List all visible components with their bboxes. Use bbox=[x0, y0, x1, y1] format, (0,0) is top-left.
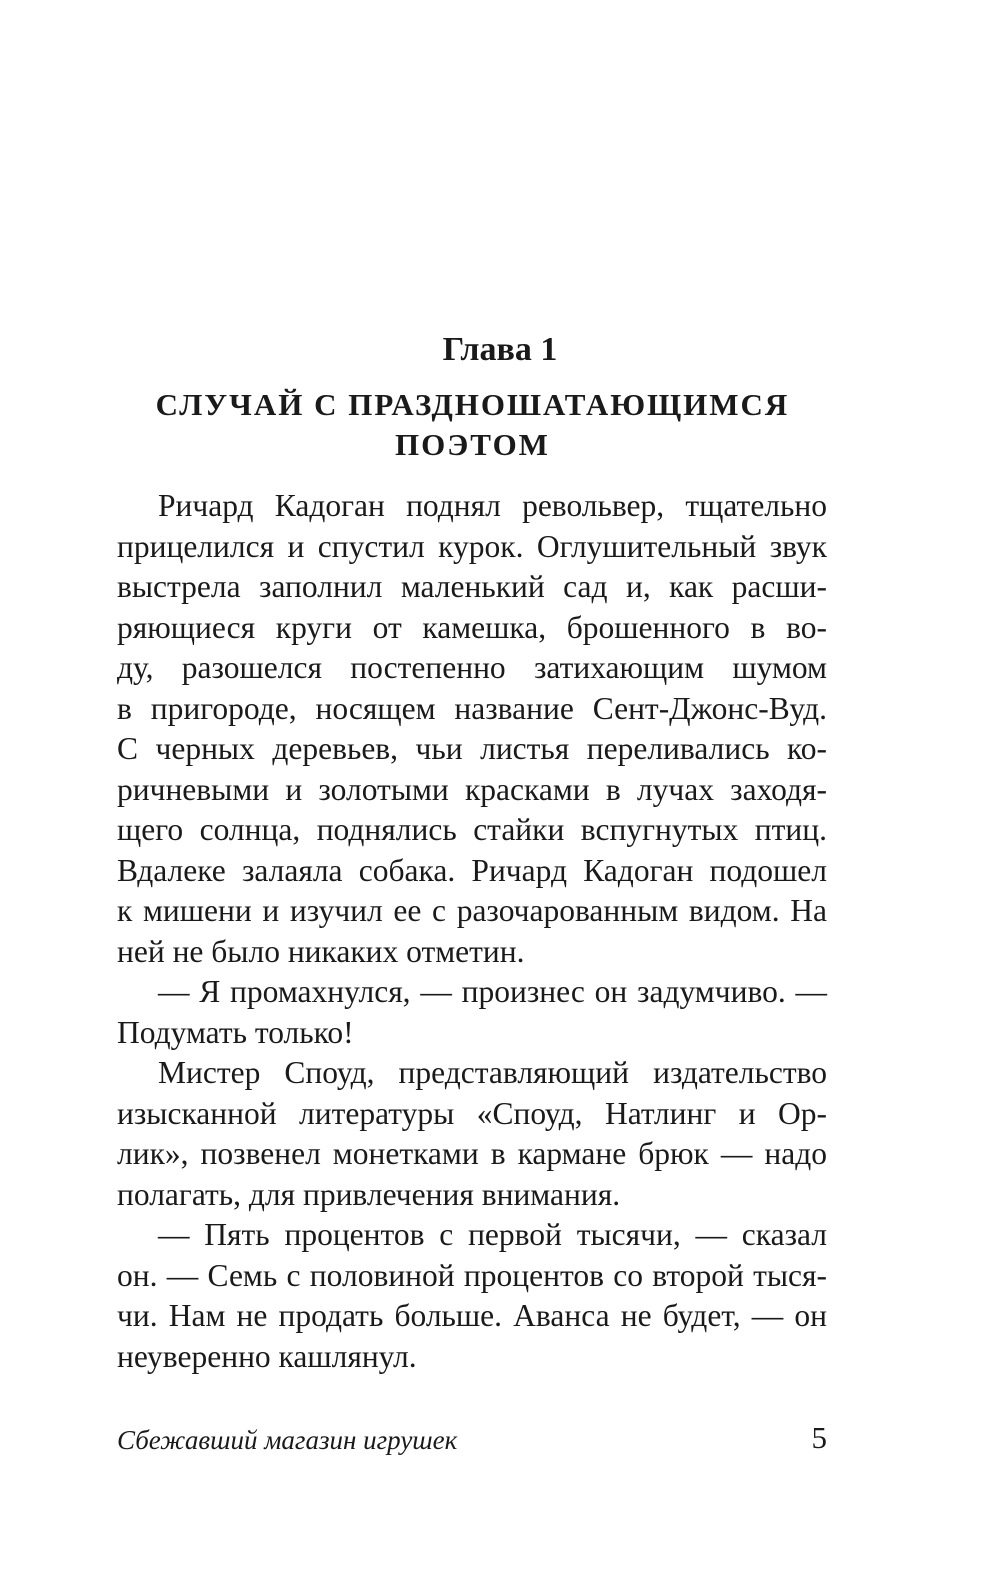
text-line: в пригороде, носящем название Сент-Джонс-Вуд. bbox=[117, 690, 827, 726]
text-line: — Пять процентов с первой тысячи, — сказал bbox=[158, 1217, 827, 1252]
text-line: — Я промахнулся, — произнес он задумчиво. — bbox=[158, 974, 827, 1009]
text-line: чи. Нам не продать больше. Аванса не будет, — он bbox=[117, 1298, 827, 1333]
text-line: полагать, для привлечения внимания. bbox=[117, 1176, 621, 1212]
text-line: неуверенно кашлянул. bbox=[117, 1338, 417, 1374]
body-text bbox=[117, 486, 827, 1377]
text-line: он. — Семь с половиной процентов со второй тыся- bbox=[117, 1257, 827, 1293]
running-footer-title: Сбежавший магазин игрушек bbox=[117, 1425, 458, 1455]
text-line: изысканной литературы «Споуд, Натлинг и Ор- bbox=[117, 1095, 827, 1131]
text-line: лик», позвенел монетками в кармане брюк — надо bbox=[117, 1136, 827, 1171]
chapter-title-line: СЛУЧАЙ С ПРАЗДНОШАТАЮЩИМСЯ bbox=[155, 387, 790, 422]
page-number: 5 bbox=[811, 1420, 827, 1455]
text-line: ду, разошелся постепенно затихающим шумом bbox=[117, 650, 827, 685]
text-line: ричневыми и золотыми красками в лучах заходя- bbox=[117, 771, 827, 807]
chapter-title bbox=[100, 385, 845, 465]
text-line: щего солнца, поднялись стайки вспугнутых птиц. bbox=[117, 812, 827, 847]
chapter-title-line: ПОЭТОМ bbox=[395, 427, 550, 462]
text-line: выстрела заполнил маленький сад и, как расши- bbox=[117, 569, 827, 604]
text-line: Мистер Споуд, представляющий издательство bbox=[158, 1055, 827, 1090]
text-line: ряющиеся круги от камешка, брошенного в во- bbox=[117, 609, 827, 645]
text-line: прицелился и спустил курок. Оглушительный звук bbox=[117, 528, 827, 564]
text-line: Вдалеке залаяла собака. Ричард Кадоган подошел bbox=[117, 852, 827, 888]
text-line: С черных деревьев, чьи листья переливались ко- bbox=[117, 731, 827, 766]
text-line: Подумать только! bbox=[117, 1014, 354, 1050]
chapter-number: Глава 1 bbox=[442, 331, 558, 368]
text-line: ней не было никаких отметин. bbox=[117, 933, 525, 969]
text-line: Ричард Кадоган поднял револьвер, тщательно bbox=[158, 488, 827, 523]
text-line: к мишени и изучил ее с разочарованным видом. На bbox=[117, 893, 827, 928]
